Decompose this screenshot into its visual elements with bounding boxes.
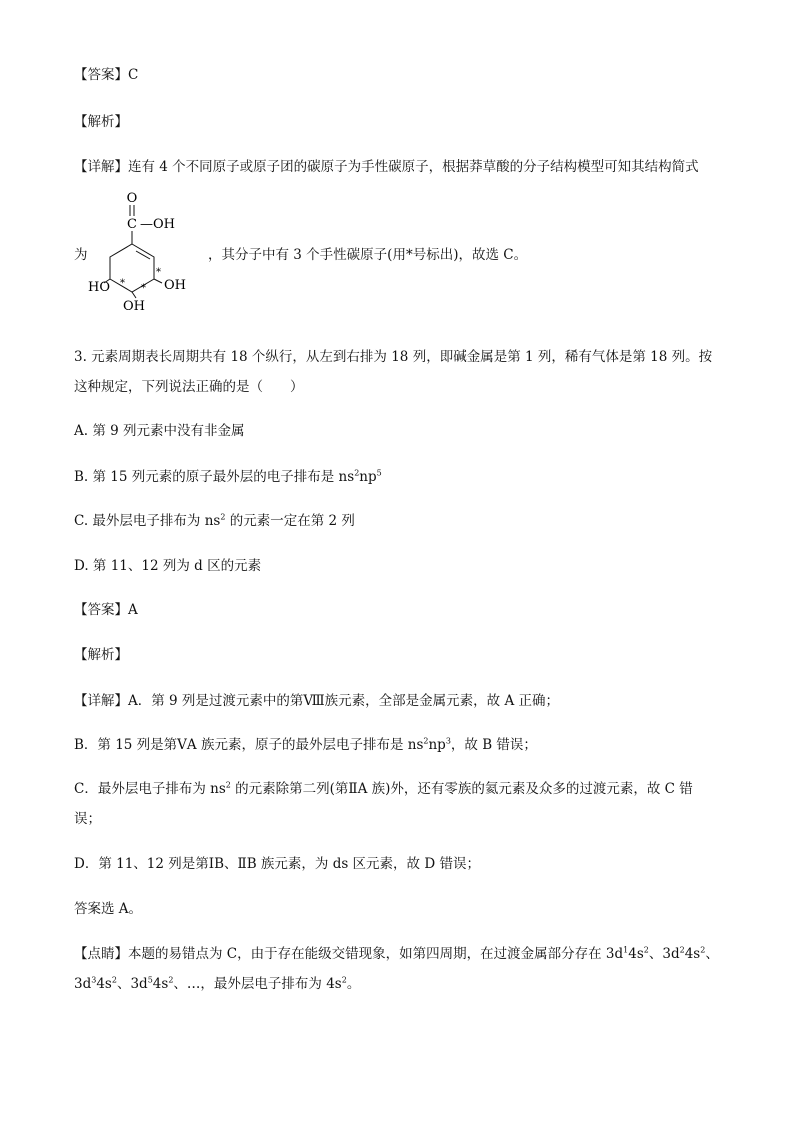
answer-value: C (128, 67, 139, 83)
conclusion-line: 答案选 A。 (74, 901, 143, 917)
detail-b-sup-1: 2 (423, 736, 429, 746)
chiral-star-3: * (156, 267, 161, 278)
oh-right-bond (154, 279, 162, 283)
option-c-text: C. 最外层电子排布为 ns (74, 513, 221, 529)
structure-o-label: O (126, 191, 138, 206)
chiral-star-2: * (141, 283, 146, 294)
detail-c-text: C．最外层电子排布为 ns (74, 781, 226, 797)
detail-b-sup-2: 3 (445, 736, 451, 746)
option-c (74, 512, 355, 530)
option-c-post: 的元素一定在第 2 列 (225, 513, 355, 529)
detail-b-text: B．第 15 列是第ⅤA 族元素，原子的最外层电子排布是 ns (74, 737, 424, 753)
structure-ho-left: HO (88, 280, 110, 295)
key1-text: 本题的易错点为 C，由于存在能级交错现象，如第四周期，在过渡金属部分存在 3d (128, 946, 624, 962)
key2-sup-4: 2 (168, 975, 174, 985)
key2-t0: 3d (74, 976, 92, 992)
detail-line-a (74, 692, 559, 710)
key2-sup-5: 2 (341, 975, 347, 985)
answer-line-1 (74, 66, 138, 84)
detail-tag-2: 【详解】 (74, 693, 128, 709)
key2-t4: 、…，最外层电子排布为 4s (173, 976, 342, 992)
shikimic-acid-structure (84, 190, 204, 315)
question-stem-line-2: 这种规定，下列说法正确的是（ ） (74, 379, 304, 395)
key2-t1: 4s (96, 976, 112, 992)
answer-tag-2: 【答案】 (74, 602, 128, 618)
option-b-text: B. 第 15 列元素的原子最外层的电子排布是 ns (74, 469, 355, 485)
detail-b-mid: np (428, 737, 446, 753)
key2-t2: 、3d (116, 976, 148, 992)
detail-line-1 (74, 158, 699, 176)
answer-tag: 【答案】 (74, 67, 128, 83)
key1-t2: 、3d (648, 946, 680, 962)
detail-line-c1 (74, 780, 693, 798)
analysis-tag-2: 【解析】 (74, 647, 128, 663)
structure-oh-bottom: OH (123, 299, 145, 314)
key1-sup-3: 2 (679, 945, 685, 955)
key1-t4: 、 (705, 946, 719, 962)
option-c-sup: 2 (220, 512, 226, 522)
option-b-sup-1: 2 (354, 468, 360, 478)
detail-c-post: 的元素除第二列(第ⅡA 族)外，还有零族的氦元素及众多的过渡元素，故 C 错 (230, 781, 693, 797)
detail-a-text: A．第 9 列是过渡元素中的第Ⅷ族元素，全部是金属元素，故 A 正确； (128, 693, 560, 709)
option-d: D. 第 11、12 列为 d 区的元素 (74, 558, 262, 574)
key2-sup-2: 2 (111, 975, 117, 985)
chiral-star-1: * (120, 278, 125, 289)
detail-tag: 【详解】 (74, 159, 128, 175)
ring (110, 244, 154, 292)
key2-t3: 4s (152, 976, 169, 992)
key2-t5: 。 (346, 976, 361, 992)
oh-bottom-bond (132, 292, 136, 298)
key1-sup-4: 2 (700, 945, 706, 955)
detail-c-sup: 2 (225, 780, 231, 790)
key-tag: 【点睛】 (74, 946, 128, 962)
structure-c-label: C (127, 217, 137, 232)
structure-intro: 为 (74, 247, 88, 263)
key1-t3: 4s (684, 946, 701, 962)
ring-double-bond (136, 251, 150, 259)
structure-oh-top: —OH (140, 217, 175, 232)
analysis-tag-1: 【解析】 (74, 114, 128, 130)
key-point-line-1 (74, 945, 719, 963)
question-stem-line-1: 3. 元素周期表长周期共有 18 个纵行，从左到右排为 18 列，即碱金属是第 1 列，稀有气体是第 18 列。按 (74, 349, 713, 365)
structure-oh-right: OH (164, 278, 186, 293)
key2-sup-1: 3 (91, 975, 97, 985)
structure-conclusion: ，其分子中有 3 个手性碳原子(用*号标出)，故选 C。 (208, 247, 528, 263)
option-b (74, 468, 382, 486)
key1-t1: 4s (628, 946, 644, 962)
detail-b-post: ，故 B 错误； (450, 737, 537, 753)
option-b-mid: np (359, 469, 377, 485)
key1-sup-1: 1 (623, 945, 629, 955)
detail-line-c2: 误； (74, 811, 101, 827)
option-b-sup-2: 5 (376, 468, 382, 478)
key-point-line-2 (74, 975, 360, 993)
detail-line-d: D．第 11、12 列是第ⅠB、ⅡB 族元素，为 ds 区元素，故 D 错误； (74, 856, 480, 872)
key2-sup-3: 5 (147, 975, 153, 985)
key1-sup-2: 2 (643, 945, 649, 955)
answer-value-2: A (128, 602, 138, 618)
detail-text: 连有 4 个不同原子或原子团的碳原子为手性碳原子，根据莽草酸的分子结构模型可知其结构简式 (128, 159, 699, 175)
option-a: A. 第 9 列元素中没有非金属 (74, 423, 245, 439)
detail-line-b (74, 736, 537, 754)
answer-line-2 (74, 601, 138, 619)
